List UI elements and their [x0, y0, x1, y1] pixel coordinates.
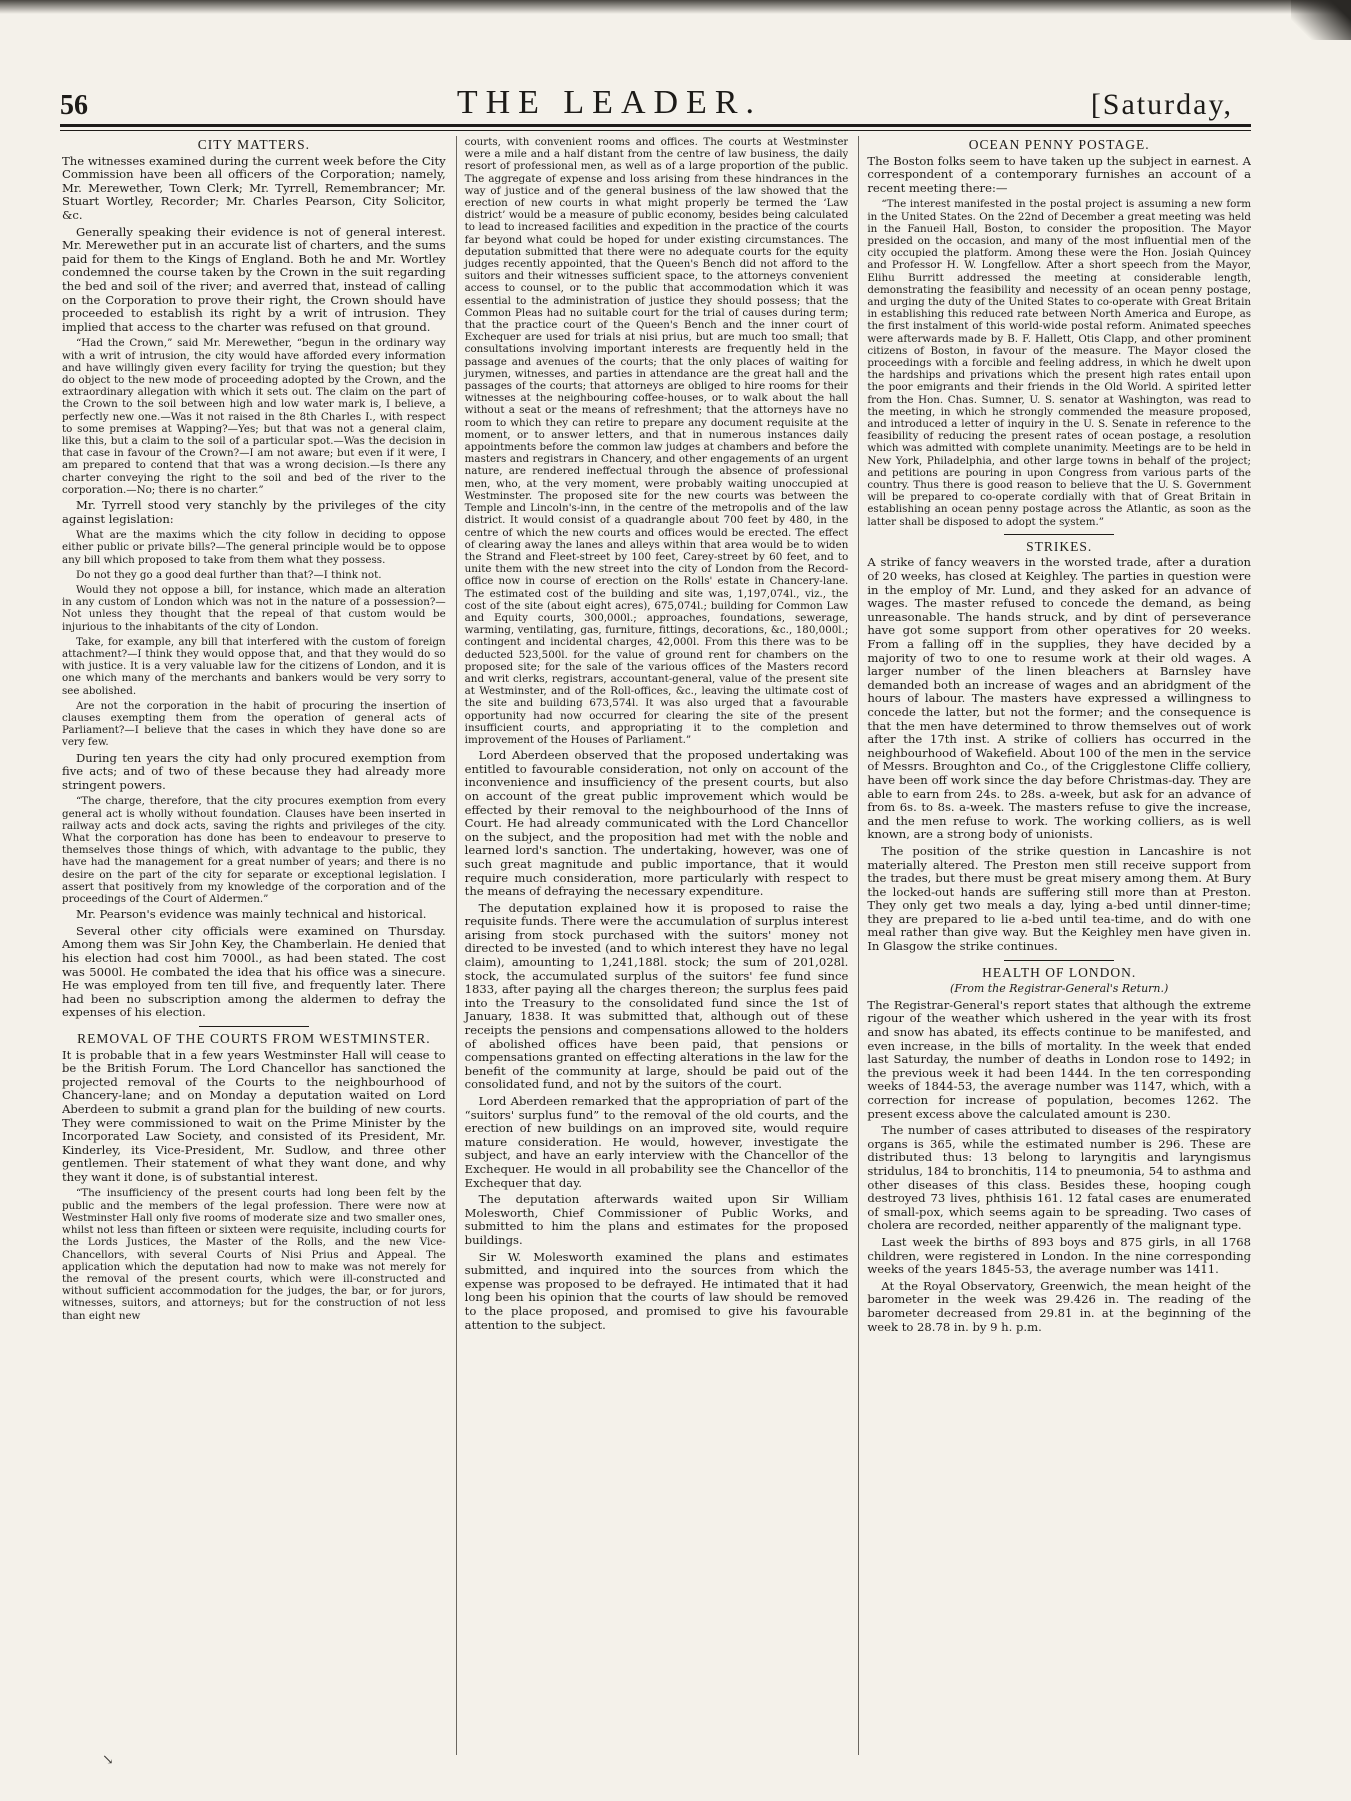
city-paragraph: Several other city officials were examined on Thursday. Among them was Sir John Key, the Chamberlain. He denied that his election had cost him 7000l., as had been stated. The cost was 5000l. He combated the idea that his office was a sinecure. He was employed from ten till five, and frequently later. There had been no subscription among the aldermen to defray the expenses of his election. [62, 923, 446, 1020]
page-number: 56 [60, 90, 88, 121]
health-heading: HEALTH OF LONDON. [982, 964, 1137, 980]
courts-heading: REMOVAL OF THE COURTS FROM WESTMINSTER. [77, 1030, 431, 1046]
health-paragraph: At the Royal Observatory, Greenwich, the mean height of the barometer in the week was 29.426 in. The reading of the barometer decreased from 29.81 in. at the beginning of the week to 28.78 in. by 9 h. p.m. [867, 1278, 1252, 1334]
health-paragraph: The number of cases attributed to diseases of the respiratory organs is 365, while the estimated number is 296. These are distributed thus: 13 belong to laryngitis and laryngismus stridulus, 184 to bronchitis, 114 to pneumonia, 54 to asthma and other diseases of this class. Besides these, hooping cough destroyed 73 lives, phthisis 161. 12 fatal cases are enumerated of small-pox, which seems again to be spreading. Two cases of cholera are recorded, neither apparently of the malignant type. [867, 1123, 1252, 1233]
city-quote: Would they not oppose a bill, for instance, which made an alteration in any custom of London which was not in the nature of a possession?—Not unless they thought that the repeal of that custom would be injurious to the inhabitants of the city of London. [62, 583, 446, 633]
city-quote: Are not the corporation in the habit of procuring the insertion of clauses exempting them from the operation of general acts of Parliament?—I believe that the cases in which they have done so are very few. [62, 699, 446, 749]
section-divider [1004, 534, 1114, 535]
page-header [60, 78, 1233, 122]
city-paragraph: The witnesses examined during the current week before the City Commission have been all officers of the Corporation; namely, Mr. Merewether, Town Clerk; Mr. Tyrrell, Remembrancer; Mr. Stuart Wortley, Recorder; Mr. Charles Pearson, City Solicitor, &c. [62, 153, 446, 222]
column-3 [858, 136, 1251, 1755]
masthead-day: [Saturday, [1090, 88, 1233, 121]
strikes-heading: STRIKES. [1026, 538, 1093, 554]
courts-paragraph: It is probable that in a few years Westminster Hall will cease to be the British Forum. The Lord Chancellor has sanctioned the projected removal of the Courts to the neighbourhood of Chancery-lane; and on Monday a deputation waited on Lord Aberdeen to submit a grand plan for the building of new courts. They were commissioned to wait on the Prime Minister by the Incorporated Law Society, and consisted of its President, Mr. Kinderley, its Vice-President, Mr. Sudlow, and three other gentlemen. Their statement of what they want done, and why they want it done, is of substantial interest. [62, 1047, 446, 1184]
courts-paragraph: Sir W. Molesworth examined the plans and estimates submitted, and inquired into the sources from which the expense was proposed to be defrayed. He intimated that it had long been his opinion that the courts of law should be removed to the place proposed, and promised to give his favourable attention to the subject. [464, 1249, 849, 1332]
city-paragraph: During ten years the city had only procured exemption from five acts; and of two of these because they had already more stringent powers. [62, 750, 446, 792]
health-paragraph: The Registrar-General's report states that although the extreme rigour of the weather which ushered in the year with its frost and snow has abated, its effects continue to be manifested, and even increase, in the bills of mortality. In the week that ended last Saturday, the number of deaths in London rose to 1492; in the previous week it had been 1444. In the ten corresponding weeks of 1844-53, the average number was 1147, which, with a correction for increase of population, becomes 1262. The present excess above the calculated amount is 230. [867, 997, 1252, 1121]
city-paragraph: Mr. Pearson's evidence was mainly technical and historical. [76, 907, 427, 922]
city-quote: What are the maxims which the city follow in deciding to oppose either public or private bills?—The general principle would be to oppose any bill which proposed to take from them what they possess. [62, 529, 446, 566]
scan-corner-shadow [1291, 0, 1351, 40]
courts-paragraph: Lord Aberdeen observed that the proposed undertaking was entitled to favourable consideration, not only on account of the inconvenience and insufficiency of the present courts, but also on account of the great public improvement which would be effected by their removal to the neighbourhood of the Inns of Court. He had already communicated with the Lord Chancellor on the subject, and the proposition had met with the noble and learned lord's sanction. The undertaking, however, was one of such great magnitude and public importance, that it would require much consideration, more particularly with respect to the means of defraying the necessary expenditure. [464, 748, 849, 899]
ocean-quote: “The interest manifested in the postal project is assuming a new form in the United States. On the 22nd of December a great meeting was held in the Fanueil Hall, Boston, to consider the proposition. The Mayor presided on the occasion, and many of the most influential men of the city occupied the platform. Among these were the Hon. Josiah Quincey and Professor H. W. Longfellow. After a short speech from the Mayor, Elihu Burritt addressed the meeting at considerable length, demonstrating the feasibility and necessity of an ocean penny postage, and urging the duty of the United States to co-operate with Great Britain in establishing this reduced rate between North America and Europe, as the first instalment of this world-wide postal reform. Animated speeches were afterwards made by B. F. Hallett, Otis Clapp, and other prominent citizens of Boston, in favour of the measure. The Mayor closed the proceedings with a forcible and feeling address, in which he dwelt upon the hardships and privations which the present high rates entail upon the poor emigrants and their friends in the Old World. A spirited letter from the Hon. Chas. Sumner, U. S. senator at Washington, was read to the meeting, in which he strongly commended the measure proposed, and introduced a letter of inquiry in the U. S. Senate in reference to the feasibility of reducing the present rates of ocean postage, a resolution which was admitted with complete unanimity. Meetings are to be held in New York, Philadelphia, and other large towns in behalf of the project; and petitions are pouring in upon Congress from various parts of the country. Thus there is good reason to believe that the U. S. Government will be prepared to co-operate cordially with that of Great Britain in establishing an ocean penny postage across the Atlantic, as soon as the latter shall be disposed to adopt the system.” [867, 198, 1252, 528]
city-quote: Take, for example, any bill that interfered with the custom of foreign attachment?—I think they would oppose that, and that they would do so with justice. It is a very valuable law for the citizens of London, and it is one which many of the merchants and bankers would be very sorry to see abolished. [62, 635, 446, 697]
scan-edge-top [0, 0, 1351, 14]
section-divider [1004, 960, 1114, 961]
header-rule-thick [60, 124, 1251, 127]
city-quote: “The charge, therefore, that the city procures exemption from every general act is wholly without foundation. Clauses have been inserted in railway acts and dock acts, saving the rights and privileges of the city. What the corporation has done has been to endeavour to preserve to themselves those things of which, with advantage to the public, they have had the management for a great number of years; and there is no desire on the part of the city for separate or exceptional legislation. I assert that positively from my knowledge of the corporation and of the proceedings of the Court of Aldermen.” [62, 795, 446, 905]
header-rule-thin [60, 130, 1251, 131]
columns [62, 136, 1251, 1755]
city-quote: “Had the Crown,” said Mr. Merewether, “begun in the ordinary way with a writ of intrusion, the city would have afforded every information and have willingly given every facility for trying the question; but they do object to the new mode of proceeding adopted by the Crown, and the extraordinary allegation with which it sets out. The claim on the part of the Crown to the soil between high and low water mark is, I believe, a perfectly new one.—Was it not raised in the 8th Charles I., with respect to some premises at Wapping?—Yes; but that was not a general claim, like this, but a claim to the soil of a particular spot.—Was the decision in that case in favour of the Crown?—I am not aware; but even if it were, I am prepared to contend that that was a wrong decision.—Is there any charter conveying the right to the soil and bed of the river to the corporation.—No; there is no charter.” [62, 337, 446, 496]
city-paragraph: Mr. Tyrrell stood very stanchly by the privileges of the city against legislation: [62, 497, 446, 526]
masthead-title: THE LEADER. [456, 84, 762, 121]
city-paragraph: Generally speaking their evidence is not of general interest. Mr. Merewether put in an accurate list of charters, and the sums paid for them to the Kings of England. Both he and Mr. Wortley condemned the course taken by the Crown in the suit regarding the bed and soil of the river; and averred that, instead of calling on the Corporation to prove their right, the Crown should have proceeded to establish its right by a writ of intrusion. They implied that access to the charter was refused on that ground. [62, 224, 446, 334]
city-matters-heading: CITY MATTERS. [197, 137, 310, 152]
courts-paragraph: Lord Aberdeen remarked that the appropriation of part of the “suitors' surplus fund” to the removal of the old courts, and the erection of new buildings on an improved site, would require mature consideration. He would, however, investigate the subject, and have an early interview with the Chancellor of the Exchequer. He would in all probability see the Chancellor of the Exchequer that day. [464, 1094, 849, 1190]
health-source: (From the Registrar-General's Return.) [950, 982, 1169, 996]
courts-paragraph: The deputation explained how it is proposed to raise the requisite funds. There were the accumulation of surplus interest arising from stock purchased with the suitors' money not directed to be invested (and to which interest they have no legal claim), amounting to 1,241,188l. stock; the sum of 201,028l. stock, the accumulated surplus of the suitors' fee fund since 1833, after paying all the charges thereon; the surplus fees paid into the Treasury to the consolidated fund since the 1st of January, 1838. It was submitted that, although out of these receipts the pensions and compensations allowed to the holders of abolished offices have been paid, that pensions or compensations granted on effecting alterations in the law for the benefit of the community at large, should be paid out of the consolidated fund, and not by the suitors of the court. [464, 900, 849, 1092]
courts-quote: courts, with convenient rooms and offices. The courts at Westminster were a mile and a half distant from the centre of law business, the daily resort of professional men, as well as of a large proportion of the public. The aggregate of expense and loss arising from these hindrances in the way of justice and of the general business of the law showed that the erection of new courts in what might properly be termed the ‘Law district’ would be a measure of public economy, besides being calculated to lead to increased facilities and expedition in the practice of the courts far beyond what could be hoped for under existing circumstances. The deputation submitted that there were no adequate courts for the equity judges recently appointed, that the Queen's Bench did not afford to the suitors and their witnesses sufficient space, to the attorneys convenient access to counsel, or to the public that accommodation which it was essential to the administration of justice they should possess; that the Common Pleas had no suitable court for the trial of causes during term; that the practice court of the Queen's Bench and the inner court of Exchequer are used for trials at nisi prius, but are much too small; that consultations involving important interests are frequently held in the passage and avenues of the courts; that the only places of waiting for jurymen, witnesses, and parties in attendance are the great hall and the passages of the courts; that attorneys are obliged to hire rooms for their witnesses at the neighbouring coffee-houses, or to walk about the hall without a seat or the means of refreshment; that the attorneys have no room to which they can retire to prepare any document requisite at the moment, or to answer letters, and that in numerous instances daily appointments before the common law judges at chambers and before the masters and registrars in Chancery, and other engagements of an urgent nature, are rendered ineffectual through the absence of professional men, who, at the very moment, were probably waiting unoccupied at Westminster. The proposed site for the new courts was between the Temple and Lincoln's-inn, in the centre of the metropolis and of the law district. It would consist of a quadrangle about 700 feet by 480, in the centre of which the new courts and offices would be erected. The effect of clearing away the lanes and alleys within that area would be to widen the Strand and Fleet-street by 100 feet, Carey-street by 60 feet, and to unite them with the new street into the city of London from the Record-office now in course of erection on the Rolls' estate in Chancery-lane. The estimated cost of the building and site was, 1,197,074l., viz., the cost of the site (about eight acres), 675,074l.; building for Common Law and Equity courts, 300,000l.; approaches, foundations, sewerage, warming, ventilating, gas, furniture, fittings, decorations, &c., 180,000l.; contingent and incidental charges, 42,000l. From this there was to be deducted 523,500l. for the value of ground rent for chambers on the proposed site; for the sale of the various offices of the Masters record and writ clerks, registrars, accountant-general, value of the present site at Westminster, and of the Roll-offices, &c., leaving the ultimate cost of the site and building 673,574l. It was also urged that a favourable opportunity had now occurred for clearing the site of the present insufficient courts, and appropriating it to the completion and improvement of the Houses of Parliament.” [464, 136, 849, 746]
column-1 [62, 136, 446, 1755]
strikes-paragraph: The position of the strike question in Lancashire is not materially altered. The Preston men still receive support from the trades, but there must be great misery among them. At Bury the locked-out hands are suffering still more than at Preston. They only get two meals a day, lying a-bed until dinner-time; they are prepared to lie a-bed until tea-time, and do with one meal rather than give way. But the Keighley men have given in. In Glasgow the strike continues. [867, 843, 1252, 954]
ocean-postage-heading: OCEAN PENNY POSTAGE. [968, 137, 1150, 152]
city-quote: Do not they go a good deal further than that?—I think not. [76, 568, 382, 581]
courts-quote: “The insufficiency of the present courts had long been felt by the public and the members of the legal profession. There were now at Westminster Hall only five rooms of moderate size and two smaller ones, whilst not less than fifteen or sixteen were requisite, including courts for the Lords Justices, the Master of the Rolls, and the new Vice-Chancellors, with several Courts of Nisi Prius and Appeal. The application which the deputation had now to make was not merely for the removal of the present courts, which were ill-constructed and without sufficient accommodation for the judges, the bar, or for jurors, witnesses, suitors, and attorneys; but for the construction of not less than eight new [62, 1187, 446, 1322]
strikes-paragraph: A strike of fancy weavers in the worsted trade, after a duration of 20 weeks, has closed at Keighley. The parties in question were in the employ of Mr. Lund, and they asked for an advance of wages. The master refused to concede the demand, as being unreasonable. The hands struck, and by dint of perseverance have got some support from other operatives for 20 weeks. From a falling off in the supplies, they have decided by a majority of two to one to resume work at their old wages. A larger number of the linen bleachers at Barnsley have demanded both an increase of wages and an abridgment of the hours of labour. The masters have expressed a willingness to concede the latter, but not the former; and the consequence is that the men have determined to throw themselves out of work after the 17th inst. A strike of colliers has occurred in the neighbourhood of Wakefield. About 100 of the men in the service of Messrs. Broughton and Co., of the Crigglestone Cliffe colliery, have been off work since the day before Christmas-day. They are able to earn from 24s. to 28s. a-week, but ask for an advance of from 6s. to 8s. a-week. The masters refuse to give the increase, and the men refuse to work. The working colliers, as is well known, are a strong body of unionists. [867, 555, 1252, 842]
ocean-paragraph: The Boston folks seem to have taken up the subject in earnest. A correspondent of a contemporary furnishes an account of a recent meeting there:— [867, 153, 1252, 195]
section-divider [199, 1026, 309, 1027]
health-paragraph: Last week the births of 893 boys and 875 girls, in all 1768 children, were registered in London. In the nine corresponding weeks of the years 1845-53, the average number was 1411. [867, 1234, 1252, 1277]
scan-mark-icon: ↘ [102, 1752, 114, 1768]
courts-paragraph: The deputation afterwards waited upon Sir William Molesworth, Chief Commissioner of Public Works, and submitted to him the plans and estimates for the proposed buildings. [464, 1192, 849, 1247]
column-2 [456, 136, 849, 1755]
